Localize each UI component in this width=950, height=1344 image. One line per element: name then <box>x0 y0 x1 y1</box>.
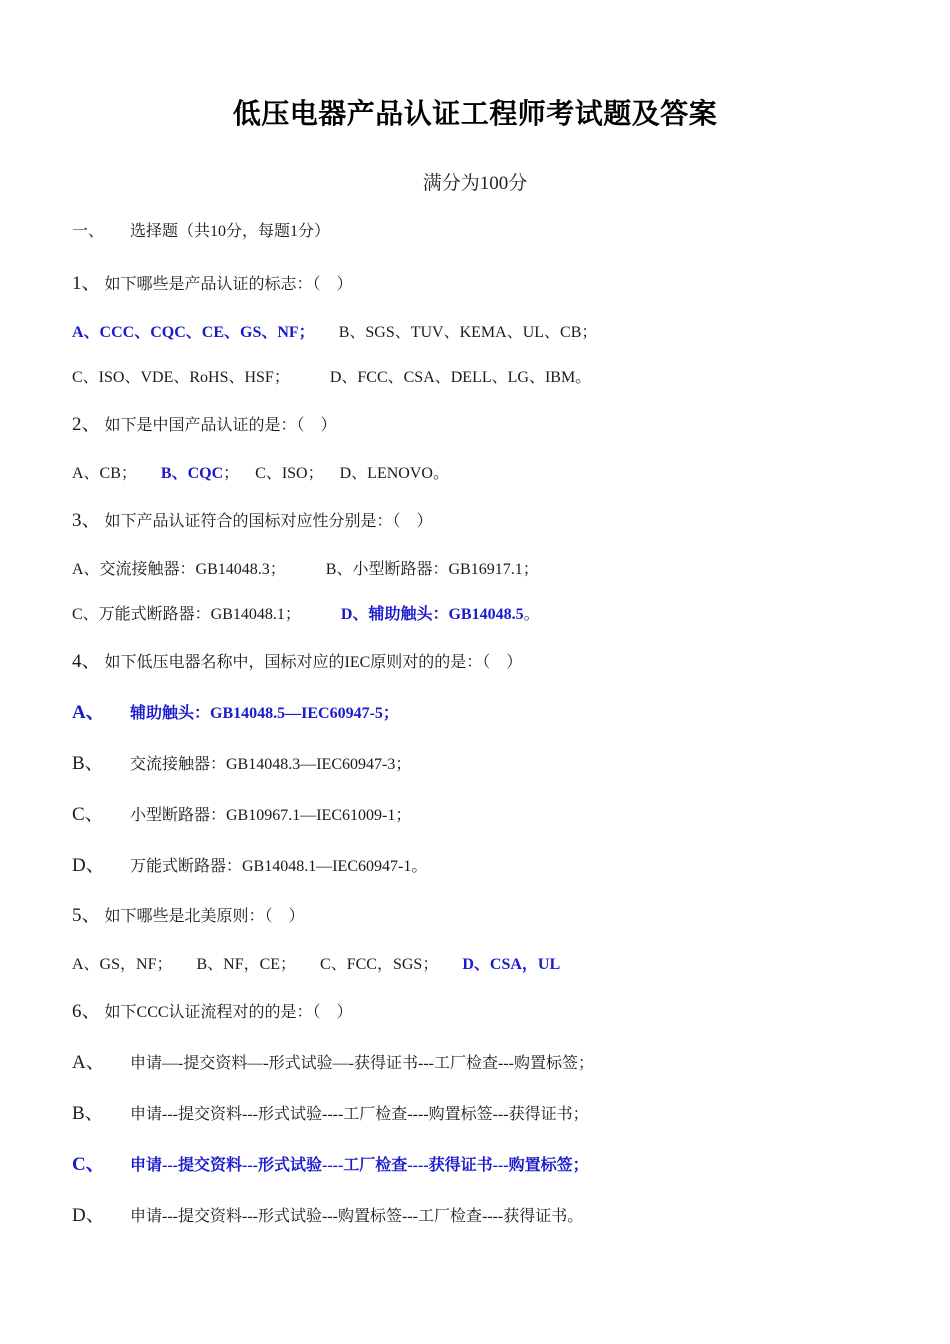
option: B、NF，CE； <box>196 956 297 973</box>
option: B、SGS、TUV、KEMA、UL、CB； <box>338 324 598 341</box>
option-letter: D、 <box>72 1205 105 1226</box>
question-6-option-a <box>72 1047 594 1074</box>
question-4-option-d <box>72 850 427 877</box>
option-letter: C、 <box>72 804 104 825</box>
answer-option: D、辅助触头：GB14048.5 <box>340 606 524 623</box>
question-4 <box>72 646 522 673</box>
question-3 <box>72 505 433 532</box>
answer-option: B、CQC <box>160 465 224 482</box>
question-1-options-row-1 <box>72 319 597 342</box>
question-number: 5、 <box>72 905 101 926</box>
answer-option: 申请---提交资料---形式试验----工厂检查----获得证书---购置标签； <box>130 1157 589 1174</box>
document-title: 低压电器产品认证工程师考试题及答案 <box>232 99 718 130</box>
question-3-options-row-1 <box>72 556 539 579</box>
option: A、GS，NF； <box>72 956 173 973</box>
question-5-options <box>72 951 560 974</box>
option-letter: C、 <box>72 1154 105 1175</box>
question-1 <box>72 268 353 295</box>
option-letter: B、 <box>72 753 104 774</box>
question-6 <box>72 996 353 1023</box>
question-6-option-c <box>72 1149 589 1176</box>
option: C、ISO； <box>255 465 324 482</box>
section-number: 一、 <box>72 223 105 240</box>
question-text: 如下低压电器名称中，国标对应的IEC原则对的的是：（ ） <box>104 654 523 671</box>
option: B、小型断路器：GB16917.1； <box>325 561 539 578</box>
option-tail: 。 <box>523 606 540 623</box>
option: 申请---提交资料---形式试验----工厂检查----购置标签---获得证书； <box>130 1106 589 1123</box>
question-text: 如下产品认证符合的国标对应性分别是：（ ） <box>104 513 433 530</box>
option: 万能式断路器：GB14048.1—IEC60947-1。 <box>130 858 428 875</box>
question-text: 如下是中国产品认证的是：（ ） <box>104 417 337 434</box>
question-number: 2、 <box>72 414 101 435</box>
question-6-option-d <box>72 1200 583 1227</box>
question-number: 4、 <box>72 651 101 672</box>
question-6-option-b <box>72 1098 589 1125</box>
option: 申请---提交资料---形式试验---购置标签---工厂检查----获得证书。 <box>130 1208 584 1225</box>
question-text: 如下CCC认证流程对的的是：（ ） <box>104 1004 353 1021</box>
option-letter: A、 <box>72 1052 105 1073</box>
option: 申请—-提交资料—-形式试验—-获得证书---工厂检查---购置标签； <box>130 1055 594 1072</box>
question-4-option-b <box>72 748 411 775</box>
question-3-options-row-2 <box>72 601 540 624</box>
option: 交流接触器：GB14048.3—IEC60947-3； <box>130 756 412 773</box>
question-5 <box>72 900 305 927</box>
option: A、CB； <box>72 465 137 482</box>
question-2 <box>72 409 337 436</box>
section-label: 选择题（共10分，每题1分） <box>130 223 331 240</box>
option: C、万能式断路器：GB14048.1； <box>72 606 301 623</box>
question-4-option-a <box>72 697 399 724</box>
option-tail: ； <box>223 465 240 482</box>
question-2-options <box>72 460 449 483</box>
question-text: 如下哪些是产品认证的标志：（ ） <box>104 276 353 293</box>
section-heading <box>72 218 330 241</box>
option: C、FCC，SGS； <box>320 956 439 973</box>
question-number: 1、 <box>72 273 101 294</box>
question-text: 如下哪些是北美原则：（ ） <box>104 908 305 925</box>
option: C、ISO、VDE、RoHS、HSF； <box>72 369 290 386</box>
question-4-option-c <box>72 799 411 826</box>
document-subtitle: 满分为100分 <box>422 173 528 194</box>
option: 小型断路器：GB10967.1—IEC61009-1； <box>130 807 412 824</box>
option-letter: B、 <box>72 1103 104 1124</box>
option-letter: A、 <box>72 702 105 723</box>
option: A、交流接触器：GB14048.3； <box>72 561 286 578</box>
question-1-options-row-2 <box>72 364 591 387</box>
answer-option: A、CCC、CQC、CE、GS、NF； <box>72 324 315 341</box>
answer-option: D、CSA，UL <box>462 956 561 973</box>
option-letter: D、 <box>72 855 105 876</box>
option: D、FCC、CSA、DELL、LG、IBM。 <box>329 369 592 386</box>
option: D、LENOVO。 <box>339 465 449 482</box>
answer-option: 辅助触头：GB14048.5—IEC60947-5； <box>130 705 399 722</box>
question-number: 6、 <box>72 1001 101 1022</box>
question-number: 3、 <box>72 510 101 531</box>
